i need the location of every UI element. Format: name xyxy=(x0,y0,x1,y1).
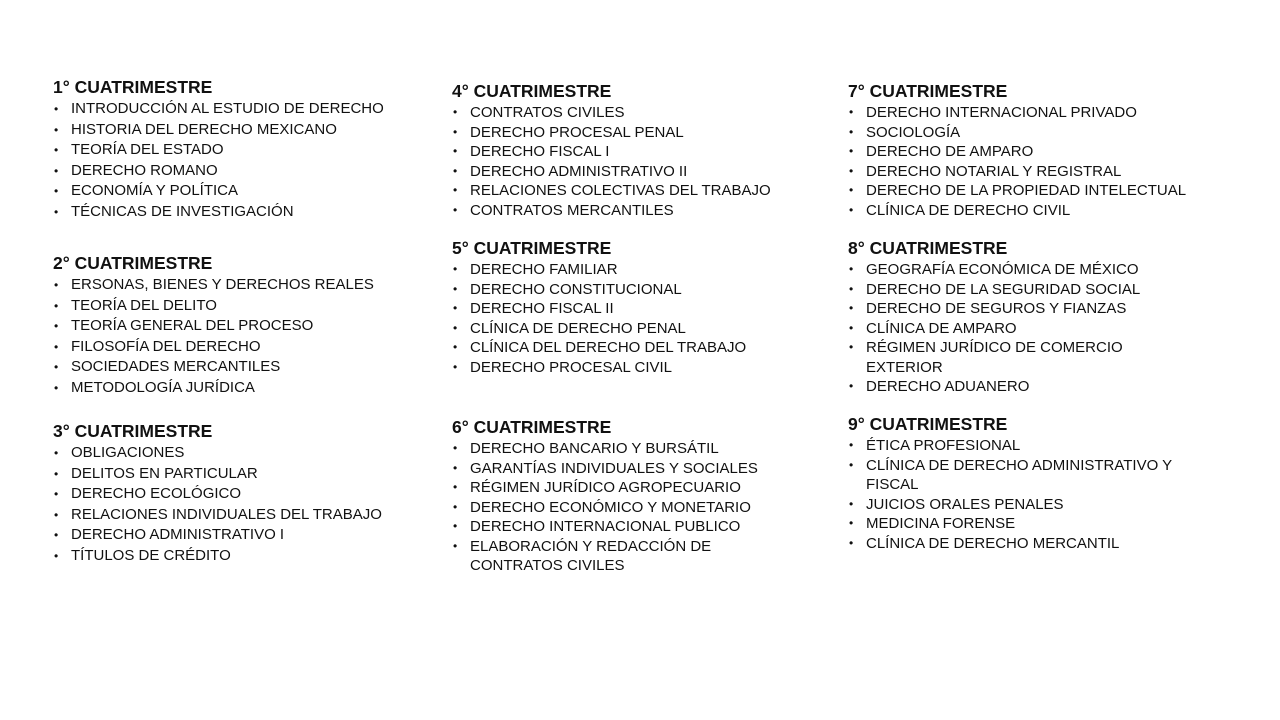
section-heading: 3° CUATRIMESTRE xyxy=(53,421,213,441)
list-item: • DERECHO NOTARIAL Y REGISTRAL xyxy=(849,162,1122,180)
subject-list xyxy=(53,275,423,399)
cuatrimestre-3 xyxy=(53,420,423,567)
bullet-icon: • xyxy=(54,360,59,375)
bullet-icon: • xyxy=(54,278,59,292)
bullet-icon: • xyxy=(849,144,854,158)
list-item: • DERECHO DE LA SEGURIDAD SOCIAL xyxy=(849,280,1141,298)
bullet-icon: • xyxy=(453,519,458,533)
list-item: • DELITOS EN PARTICULAR xyxy=(53,464,423,485)
bullet-icon: • xyxy=(54,143,59,158)
list-item-continuation: FISCAL xyxy=(866,476,919,493)
bullet-icon: • xyxy=(453,320,458,335)
subject-list xyxy=(452,103,822,220)
list-item: • DERECHO ADMINISTRATIVO II xyxy=(453,162,688,180)
list-item: • OBLIGACIONES xyxy=(53,443,423,464)
subject-list xyxy=(848,260,1218,397)
bullet-icon: • xyxy=(849,124,854,139)
bullet-icon: • xyxy=(54,507,59,522)
subject-list xyxy=(53,443,423,567)
list-item: • DERECHO PROCESAL PENAL xyxy=(453,123,684,141)
list-item: • ELABORACIÓN Y REDACCIÓN DE xyxy=(453,537,712,555)
bullet-icon: • xyxy=(453,460,458,475)
list-item: • DERECHO INTERNACIONAL PRIVADO xyxy=(849,104,1137,121)
section-heading: 6° CUATRIMESTRE xyxy=(452,417,612,437)
bullet-icon: • xyxy=(849,535,854,550)
bullet-icon: • xyxy=(849,105,854,119)
list-item: • TEORÍA GENERAL DEL PROCESO xyxy=(53,316,423,337)
list-item: • GEOGRAFÍA ECONÓMICA DE MÉXICO xyxy=(849,261,1139,278)
bullet-icon: • xyxy=(453,441,458,455)
bullet-icon: • xyxy=(453,281,458,296)
cuatrimestre-2 xyxy=(53,252,423,399)
bullet-icon: • xyxy=(54,487,59,502)
section-heading: 9° CUATRIMESTRE xyxy=(848,414,1008,434)
bullet-icon: • xyxy=(453,499,458,514)
list-item: • DERECHO FAMILIAR xyxy=(453,261,618,278)
subject-list xyxy=(848,436,1218,553)
list-item: • TÍTULOS DE CRÉDITO xyxy=(53,546,423,567)
bullet-icon: • xyxy=(849,457,854,472)
list-item: • METODOLOGÍA JURÍDICA xyxy=(53,378,423,399)
bullet-icon: • xyxy=(453,105,458,119)
bullet-icon: • xyxy=(54,184,59,199)
bullet-icon: • xyxy=(54,339,59,354)
list-item: • SOCIEDADES MERCANTILES xyxy=(53,357,423,378)
cuatrimestre-7 xyxy=(848,80,1218,220)
section-heading: 2° CUATRIMESTRE xyxy=(53,253,213,273)
list-item: • DERECHO ROMANO xyxy=(53,161,423,182)
list-item: • CLÍNICA DE DERECHO ADMINISTRATIVO Y xyxy=(849,456,1173,474)
list-item: • CLÍNICA DE DERECHO PENAL xyxy=(453,319,686,337)
bullet-icon: • xyxy=(849,202,854,217)
bullet-icon: • xyxy=(453,480,458,494)
cuatrimestre-1 xyxy=(53,76,423,223)
list-item: • RÉGIMEN JURÍDICO DE COMERCIO xyxy=(849,339,1123,356)
cuatrimestre-6 xyxy=(452,416,822,576)
bullet-icon: • xyxy=(849,340,854,354)
bullet-icon: • xyxy=(54,466,59,481)
section-heading: 8° CUATRIMESTRE xyxy=(848,238,1008,258)
bullet-icon: • xyxy=(54,204,59,219)
bullet-icon: • xyxy=(849,320,854,335)
list-item: • DERECHO FISCAL II xyxy=(453,300,614,317)
list-item: • DERECHO ADMINISTRATIVO I xyxy=(53,525,423,546)
list-item: • CLÍNICA DEL DERECHO DEL TRABAJO xyxy=(453,339,747,356)
cuatrimestre-9 xyxy=(848,413,1218,553)
list-item: • TEORÍA DEL ESTADO xyxy=(53,140,423,161)
subject-list xyxy=(53,99,423,223)
list-item: • DERECHO INTERNACIONAL PUBLICO xyxy=(453,518,741,535)
bullet-icon: • xyxy=(453,340,458,354)
bullet-icon: • xyxy=(54,122,59,137)
list-item: • RELACIONES INDIVIDUALES DEL TRABAJO xyxy=(53,505,423,526)
bullet-icon: • xyxy=(453,359,458,374)
list-item: • SOCIOLOGÍA xyxy=(849,123,961,141)
bullet-icon: • xyxy=(849,516,854,530)
list-item: • CLÍNICA DE AMPARO xyxy=(849,319,1017,337)
subject-list xyxy=(452,260,822,377)
bullet-icon: • xyxy=(453,144,458,158)
list-item: • DERECHO ECONÓMICO Y MONETARIO xyxy=(453,498,751,516)
list-item: • DERECHO CONSTITUCIONAL xyxy=(453,280,682,298)
list-item: • HISTORIA DEL DERECHO MEXICANO xyxy=(53,120,423,141)
bullet-icon: • xyxy=(54,319,59,334)
list-item: • DERECHO ADUANERO xyxy=(849,378,1030,395)
list-item: • FILOSOFÍA DEL DERECHO xyxy=(53,337,423,358)
bullet-icon: • xyxy=(849,496,854,511)
section-heading: 5° CUATRIMESTRE xyxy=(452,238,612,258)
list-item: • CLÍNICA DE DERECHO MERCANTIL xyxy=(849,534,1120,552)
section-heading: 1° CUATRIMESTRE xyxy=(53,77,213,97)
list-item: • DERECHO ECOLÓGICO xyxy=(53,484,423,505)
list-item: • ÉTICA PROFESIONAL xyxy=(849,437,1021,454)
bullet-icon: • xyxy=(453,183,458,197)
list-item: • MEDICINA FORENSE xyxy=(849,515,1016,532)
bullet-icon: • xyxy=(453,301,458,315)
cuatrimestre-4 xyxy=(452,80,822,220)
list-item: • ECONOMÍA Y POLÍTICA xyxy=(53,181,423,202)
list-item: • DERECHO PROCESAL CIVIL xyxy=(453,358,672,376)
section-heading: 4° CUATRIMESTRE xyxy=(452,81,612,101)
subject-list xyxy=(452,439,822,576)
bullet-icon: • xyxy=(453,124,458,139)
bullet-icon: • xyxy=(54,548,59,563)
list-item: • INTRODUCCIÓN AL ESTUDIO DE DERECHO xyxy=(53,99,423,120)
list-item: • RELACIONES COLECTIVAS DEL TRABAJO xyxy=(453,182,771,199)
bullet-icon: • xyxy=(54,446,59,460)
bullet-icon: • xyxy=(849,183,854,197)
list-item: • DERECHO FISCAL I xyxy=(453,143,610,160)
list-item: • RÉGIMEN JURÍDICO AGROPECUARIO xyxy=(453,479,741,496)
cuatrimestre-5 xyxy=(452,237,822,377)
bullet-icon: • xyxy=(54,380,59,395)
list-item-continuation: CONTRATOS CIVILES xyxy=(470,557,625,574)
bullet-icon: • xyxy=(849,438,854,452)
bullet-icon: • xyxy=(849,262,854,276)
list-item: • CLÍNICA DE DERECHO CIVIL xyxy=(849,201,1071,219)
list-item: • DERECHO BANCARIO Y BURSÁTIL xyxy=(453,440,719,457)
cuatrimestre-8 xyxy=(848,237,1218,397)
bullet-icon: • xyxy=(849,163,854,178)
bullet-icon: • xyxy=(849,281,854,296)
bullet-icon: • xyxy=(849,301,854,315)
list-item: • TÉCNICAS DE INVESTIGACIÓN xyxy=(53,202,423,223)
bullet-icon: • xyxy=(453,538,458,553)
list-item: • TEORÍA DEL DELITO xyxy=(53,296,423,317)
bullet-icon: • xyxy=(849,379,854,393)
list-item: • DERECHO DE SEGUROS Y FIANZAS xyxy=(849,300,1127,317)
list-item: • CONTRATOS CIVILES xyxy=(453,104,625,121)
bullet-icon: • xyxy=(54,528,59,543)
list-item: • DERECHO DE LA PROPIEDAD INTELECTUAL xyxy=(849,182,1187,199)
bullet-icon: • xyxy=(54,298,59,313)
list-item: • DERECHO DE AMPARO xyxy=(849,143,1034,160)
list-item: • ERSONAS, BIENES Y DERECHOS REALES xyxy=(53,275,423,296)
bullet-icon: • xyxy=(453,163,458,178)
list-item: • JUICIOS ORALES PENALES xyxy=(849,495,1064,513)
bullet-icon: • xyxy=(453,202,458,217)
bullet-icon: • xyxy=(453,262,458,276)
list-item-continuation: EXTERIOR xyxy=(866,358,943,376)
list-item: • CONTRATOS MERCANTILES xyxy=(453,201,674,219)
list-item: • GARANTÍAS INDIVIDUALES Y SOCIALES xyxy=(453,459,758,477)
subject-list xyxy=(848,103,1218,220)
section-heading: 7° CUATRIMESTRE xyxy=(848,81,1008,101)
bullet-icon: • xyxy=(54,102,59,116)
bullet-icon: • xyxy=(54,163,59,178)
